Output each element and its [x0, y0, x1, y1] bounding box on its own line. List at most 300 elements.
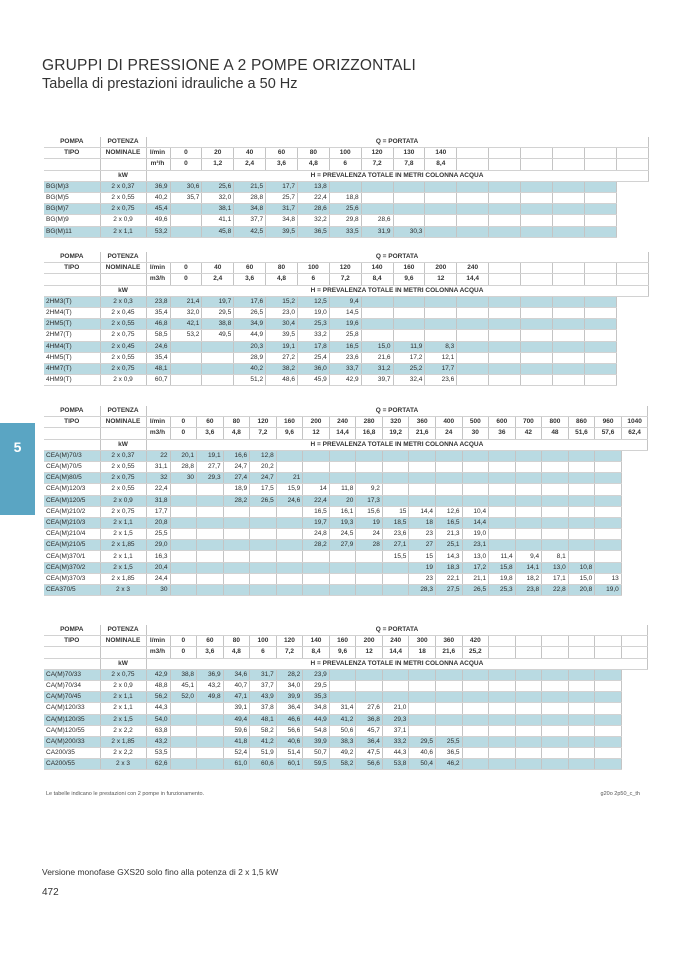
pump-type: BG(M)11 — [44, 226, 100, 237]
head-value: 53,2 — [170, 330, 202, 341]
pump-power: 2 x 3 — [100, 759, 146, 770]
head-value — [303, 573, 330, 584]
flow-m3h-cell: 7,2 — [250, 428, 277, 439]
head-value: 24,6 — [276, 495, 303, 506]
head-value: 17,8 — [297, 341, 329, 352]
pump-type: CA(M)70/34 — [44, 680, 100, 691]
head-value: 48,6 — [266, 375, 298, 386]
head-value — [542, 517, 569, 528]
head-value — [520, 204, 552, 215]
head-value — [515, 484, 542, 495]
head-value — [568, 714, 595, 725]
header-potenza: POTENZA — [100, 252, 146, 263]
head-value — [584, 352, 616, 363]
flow-m3h-cell: 7,8 — [393, 159, 425, 170]
flow-m3h-cell — [568, 647, 595, 658]
head-value — [329, 692, 356, 703]
head-value: 22,4 — [146, 484, 170, 495]
flow-lmin-cell: 200 — [356, 636, 383, 647]
flow-m3h-cell: 4,8 — [297, 159, 329, 170]
head-value — [595, 725, 622, 736]
head-value — [457, 226, 489, 237]
flow-m3h-cell — [552, 159, 584, 170]
head-value — [197, 585, 224, 596]
head-value: 27 — [409, 540, 436, 551]
head-value — [170, 375, 202, 386]
head-value: 46,2 — [435, 759, 462, 770]
pump-power: 2 x 1,85 — [100, 573, 146, 584]
head-value: 39,1 — [223, 703, 250, 714]
head-value — [170, 529, 197, 540]
head-value — [489, 319, 521, 330]
head-value: 13,0 — [542, 562, 569, 573]
header-empty — [44, 439, 100, 450]
head-value — [568, 703, 595, 714]
head-value — [595, 495, 622, 506]
table-row — [44, 562, 648, 573]
head-value — [568, 669, 595, 680]
head-value — [542, 461, 569, 472]
head-value — [552, 352, 584, 363]
head-value — [435, 484, 462, 495]
head-value — [595, 669, 622, 680]
pump-power: 2 x 0,55 — [100, 352, 146, 363]
head-value: 24,4 — [146, 573, 170, 584]
flow-lmin-cell: 60 — [266, 148, 298, 159]
flow-lmin-cell: 0 — [170, 263, 202, 274]
head-value — [462, 484, 489, 495]
head-value — [489, 703, 516, 714]
head-value: 20 — [329, 495, 356, 506]
head-value — [552, 296, 584, 307]
footnote: Le tabelle indicano le prestazioni con 2 pompe in funzionamento. — [46, 791, 205, 797]
head-value — [584, 192, 616, 203]
head-value: 30,4 — [266, 319, 298, 330]
flow-lmin-cell — [489, 263, 521, 274]
head-value — [276, 551, 303, 562]
flow-m3h-cell: 21,6 — [409, 428, 436, 439]
table-header-row — [44, 159, 648, 170]
header-m3h-label: m3/h — [146, 647, 170, 658]
performance-table — [44, 625, 648, 770]
head-value — [568, 736, 595, 747]
flow-lmin-cell: 120 — [250, 417, 277, 428]
head-value: 20,3 — [234, 341, 266, 352]
head-value: 32 — [146, 473, 170, 484]
table-header-row — [44, 252, 648, 263]
head-value — [542, 736, 569, 747]
head-value — [542, 669, 569, 680]
head-value: 15,8 — [489, 562, 516, 573]
pump-power: 2 x 0,55 — [100, 192, 146, 203]
head-value: 28,2 — [303, 540, 330, 551]
head-value — [393, 307, 425, 318]
table-row — [44, 714, 648, 725]
head-value — [489, 450, 516, 461]
head-value: 59,5 — [303, 759, 330, 770]
pump-type: 4HM5(T) — [44, 352, 100, 363]
head-value: 17,2 — [462, 562, 489, 573]
head-value — [552, 215, 584, 226]
head-value — [542, 759, 569, 770]
head-value: 45,9 — [297, 375, 329, 386]
head-value — [584, 330, 616, 341]
head-value: 19,0 — [595, 585, 622, 596]
flow-m3h-cell — [584, 274, 616, 285]
head-value — [595, 736, 622, 747]
head-value — [170, 703, 197, 714]
head-value: 20,8 — [146, 517, 170, 528]
flow-m3h-cell: 21,6 — [435, 647, 462, 658]
head-value: 25,1 — [435, 540, 462, 551]
pump-type: CEA(M)210/4 — [44, 529, 100, 540]
header-prevalenza: H = PREVALENZA TOTALE IN METRI COLONNA ACQUA — [146, 170, 648, 181]
pump-power: 2 x 3 — [100, 585, 146, 596]
head-value: 32,4 — [393, 375, 425, 386]
head-value: 33,7 — [329, 363, 361, 374]
head-value — [457, 181, 489, 192]
header-m3h-label: m3/h — [146, 428, 170, 439]
head-value: 38,8 — [202, 319, 234, 330]
head-value: 28 — [356, 540, 383, 551]
head-value: 44,9 — [234, 330, 266, 341]
head-value — [542, 748, 569, 759]
flow-m3h-cell: 19,2 — [382, 428, 409, 439]
table-header-row — [44, 428, 648, 439]
table-row — [44, 517, 648, 528]
head-value: 21,0 — [382, 703, 409, 714]
flow-lmin-cell: 160 — [329, 636, 356, 647]
pump-type: CA(M)70/45 — [44, 692, 100, 703]
head-value: 13,0 — [462, 551, 489, 562]
head-value: 54,8 — [303, 725, 330, 736]
head-value — [462, 680, 489, 691]
head-value: 14,5 — [329, 307, 361, 318]
head-value — [457, 363, 489, 374]
head-value: 34,8 — [266, 215, 298, 226]
head-value — [170, 714, 197, 725]
table-row — [44, 495, 648, 506]
head-value — [409, 669, 436, 680]
head-value — [462, 669, 489, 680]
head-value — [489, 692, 516, 703]
head-value: 24,7 — [223, 461, 250, 472]
head-value: 27,7 — [197, 461, 224, 472]
head-value — [435, 450, 462, 461]
flow-lmin-cell: 700 — [515, 417, 542, 428]
flow-lmin-cell — [621, 636, 648, 647]
head-value: 21,1 — [462, 573, 489, 584]
head-value — [382, 585, 409, 596]
flow-m3h-cell: 7,2 — [329, 274, 361, 285]
head-value — [542, 506, 569, 517]
table-row — [44, 226, 648, 237]
head-value — [568, 473, 595, 484]
pump-power: 2 x 2,2 — [100, 748, 146, 759]
head-value — [202, 363, 234, 374]
flow-m3h-cell — [489, 647, 516, 658]
head-value — [382, 669, 409, 680]
header-empty — [44, 428, 100, 439]
header-empty — [44, 159, 100, 170]
head-value — [361, 330, 393, 341]
flow-m3h-cell: 7,2 — [361, 159, 393, 170]
head-value — [568, 495, 595, 506]
head-value: 19,1 — [197, 450, 224, 461]
flow-lmin-cell: 60 — [234, 263, 266, 274]
head-value: 27,4 — [223, 473, 250, 484]
flow-m3h-cell: 8,4 — [303, 647, 330, 658]
flow-lmin-cell: 360 — [435, 636, 462, 647]
head-value — [356, 461, 383, 472]
header-kw: kW — [100, 658, 146, 669]
head-value — [595, 562, 622, 573]
head-value — [329, 680, 356, 691]
header-pompa: POMPA — [44, 137, 100, 148]
head-value — [425, 226, 457, 237]
head-value — [409, 450, 436, 461]
pump-power: 2 x 0,75 — [100, 506, 146, 517]
header-portata: Q = PORTATA — [146, 137, 648, 148]
head-value: 10,4 — [462, 506, 489, 517]
flow-lmin-cell — [457, 148, 489, 159]
pump-power: 2 x 0,75 — [100, 330, 146, 341]
head-value: 31,2 — [361, 363, 393, 374]
flow-m3h-cell: 48 — [542, 428, 569, 439]
flow-m3h-cell: 12 — [425, 274, 457, 285]
head-value — [542, 714, 569, 725]
head-value: 25,2 — [393, 363, 425, 374]
head-value: 23,1 — [462, 540, 489, 551]
head-value — [382, 450, 409, 461]
flow-m3h-cell — [520, 274, 552, 285]
head-value — [542, 450, 569, 461]
head-value — [489, 540, 516, 551]
head-value — [409, 495, 436, 506]
head-value — [425, 204, 457, 215]
header-potenza: POTENZA — [100, 406, 146, 417]
head-value — [197, 573, 224, 584]
header-pompa: POMPA — [44, 252, 100, 263]
head-value — [515, 759, 542, 770]
pump-type: BG(M)3 — [44, 181, 100, 192]
head-value: 23,0 — [266, 307, 298, 318]
table-row — [44, 725, 648, 736]
head-value — [170, 736, 197, 747]
head-value — [489, 363, 521, 374]
head-value — [382, 680, 409, 691]
head-value — [462, 461, 489, 472]
head-value — [276, 562, 303, 573]
head-value — [595, 473, 622, 484]
head-value: 18,8 — [329, 192, 361, 203]
head-value: 15,2 — [266, 296, 298, 307]
head-value — [170, 495, 197, 506]
head-value — [329, 669, 356, 680]
head-value — [170, 517, 197, 528]
head-value: 34,8 — [234, 204, 266, 215]
pump-power: 2 x 0,45 — [100, 307, 146, 318]
head-value: 16,5 — [329, 341, 361, 352]
table-row — [44, 573, 648, 584]
head-value — [552, 341, 584, 352]
head-value — [250, 585, 277, 596]
head-value: 23,9 — [303, 669, 330, 680]
head-value — [515, 669, 542, 680]
head-value: 58,2 — [329, 759, 356, 770]
pump-type: CEA(M)210/5 — [44, 540, 100, 551]
flow-m3h-cell: 4,8 — [223, 647, 250, 658]
head-value — [303, 461, 330, 472]
head-value — [197, 736, 224, 747]
table-header-row — [44, 274, 648, 285]
pump-type: CA(M)70/33 — [44, 669, 100, 680]
head-value — [250, 506, 277, 517]
head-value: 12,1 — [425, 352, 457, 363]
head-value — [382, 562, 409, 573]
head-value: 38,1 — [202, 204, 234, 215]
head-value: 18,9 — [223, 484, 250, 495]
head-value — [515, 748, 542, 759]
head-value — [329, 473, 356, 484]
pump-type: 2HM7(T) — [44, 330, 100, 341]
head-value — [223, 573, 250, 584]
head-value — [489, 375, 521, 386]
head-value: 49,6 — [146, 215, 170, 226]
table-row — [44, 363, 648, 374]
head-value — [584, 226, 616, 237]
head-value — [303, 473, 330, 484]
table-row — [44, 192, 648, 203]
head-value: 30 — [170, 473, 197, 484]
table-header-row — [44, 285, 648, 296]
flow-m3h-cell: 9,6 — [276, 428, 303, 439]
flow-lmin-cell: 0 — [170, 636, 197, 647]
head-value — [202, 352, 234, 363]
table-header-row — [44, 148, 648, 159]
header-empty — [100, 647, 146, 658]
flow-lmin-cell — [584, 263, 616, 274]
flow-m3h-cell: 0 — [170, 428, 197, 439]
head-value: 39,9 — [276, 692, 303, 703]
header-nominale: NOMINALE — [100, 417, 146, 428]
head-value: 24,7 — [250, 473, 277, 484]
head-value — [329, 562, 356, 573]
head-value: 46,6 — [276, 714, 303, 725]
head-value — [520, 181, 552, 192]
flow-lmin-cell: 320 — [382, 417, 409, 428]
head-value — [520, 352, 552, 363]
header-prevalenza: H = PREVALENZA TOTALE IN METRI COLONNA ACQUA — [146, 439, 648, 450]
flow-m3h-cell: 6 — [329, 159, 361, 170]
head-value: 24,8 — [303, 529, 330, 540]
flow-lmin-cell: 100 — [297, 263, 329, 274]
head-value: 46,8 — [146, 319, 170, 330]
head-value: 20,8 — [568, 585, 595, 596]
flow-lmin-cell: 200 — [425, 263, 457, 274]
head-value — [356, 473, 383, 484]
header-lmin-label: l/min — [146, 636, 170, 647]
head-value — [409, 473, 436, 484]
head-value: 33,2 — [382, 736, 409, 747]
head-value: 15,0 — [361, 341, 393, 352]
flow-lmin-cell: 80 — [266, 263, 298, 274]
head-value — [197, 759, 224, 770]
head-value — [489, 725, 516, 736]
flow-lmin-cell: 100 — [329, 148, 361, 159]
head-value — [552, 375, 584, 386]
head-value — [170, 204, 202, 215]
head-value: 40,6 — [409, 748, 436, 759]
head-value: 29,5 — [409, 736, 436, 747]
flow-lmin-cell: 120 — [276, 636, 303, 647]
head-value — [276, 585, 303, 596]
pump-power: 2 x 1,5 — [100, 529, 146, 540]
head-value — [170, 352, 202, 363]
pump-power: 2 x 1,1 — [100, 551, 146, 562]
pump-power: 2 x 0,3 — [100, 296, 146, 307]
head-value — [425, 215, 457, 226]
head-value — [520, 375, 552, 386]
head-value — [393, 192, 425, 203]
head-value: 26,5 — [250, 495, 277, 506]
head-value — [409, 484, 436, 495]
head-value — [552, 330, 584, 341]
flow-lmin-cell: 360 — [409, 417, 436, 428]
pump-power: 2 x 1,1 — [100, 692, 146, 703]
pump-type: CEA(M)210/3 — [44, 517, 100, 528]
head-value — [489, 215, 521, 226]
head-value — [409, 703, 436, 714]
table-row — [44, 669, 648, 680]
head-value: 45,8 — [202, 226, 234, 237]
head-value — [356, 562, 383, 573]
head-value — [552, 181, 584, 192]
head-value: 30 — [146, 585, 170, 596]
head-value: 28,6 — [361, 215, 393, 226]
pump-type: CA200/55 — [44, 759, 100, 770]
head-value: 42,9 — [329, 375, 361, 386]
table-row — [44, 748, 648, 759]
head-value: 15 — [382, 506, 409, 517]
head-value: 21,4 — [170, 296, 202, 307]
head-value — [170, 725, 197, 736]
table-row — [44, 484, 648, 495]
head-value — [303, 551, 330, 562]
head-value: 48,8 — [146, 680, 170, 691]
head-value: 23,6 — [329, 352, 361, 363]
head-value: 45,4 — [146, 204, 170, 215]
head-value — [542, 703, 569, 714]
head-value: 25,3 — [297, 319, 329, 330]
head-value: 34,8 — [303, 703, 330, 714]
flow-m3h-cell: 36 — [489, 428, 516, 439]
head-value — [303, 562, 330, 573]
head-value — [409, 692, 436, 703]
header-tipo: TIPO — [44, 263, 100, 274]
head-value — [435, 692, 462, 703]
head-value — [382, 573, 409, 584]
flow-lmin-cell: 80 — [223, 417, 250, 428]
head-value: 52,0 — [170, 692, 197, 703]
flow-lmin-cell: 240 — [329, 417, 356, 428]
flow-lmin-cell: 800 — [542, 417, 569, 428]
head-value: 14,4 — [462, 517, 489, 528]
head-value — [361, 319, 393, 330]
head-value: 31,1 — [146, 461, 170, 472]
head-value: 21 — [276, 473, 303, 484]
head-value: 11,4 — [489, 551, 516, 562]
